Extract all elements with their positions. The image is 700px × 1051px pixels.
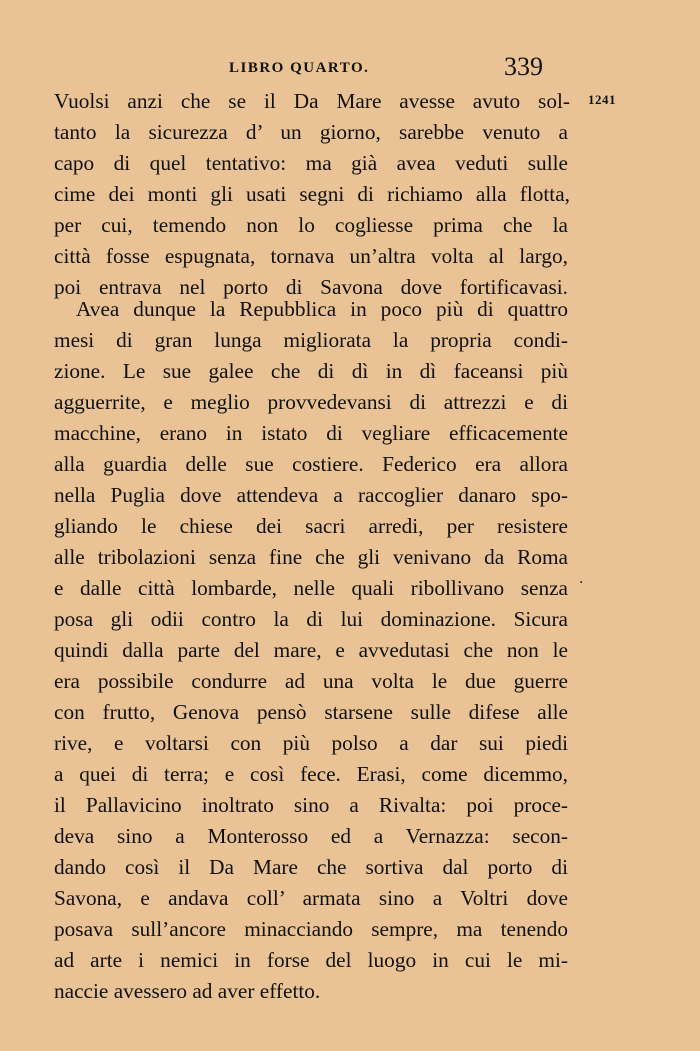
text-line: alla guardia delle sue costiere. Federico era allora — [54, 452, 568, 476]
text-line: deva sino a Monterosso ed a Vernazza: secon- — [54, 824, 568, 848]
text-line: poi entrava nel porto di Savona dove fortificavasi. — [54, 275, 568, 299]
text-line: posa gli odii contro la di lui dominazione. Sicura — [54, 607, 568, 631]
text-line: gliando le chiese dei sacri arredi, per resistere — [54, 514, 568, 538]
text-line: dando così il Da Mare che sortiva dal porto di — [54, 855, 568, 879]
text-line: cime dei monti gli usati segni di richiamo alla flotta, — [54, 182, 570, 206]
text-line: quindi dalla parte del mare, e avvedutasi che non le — [54, 638, 568, 662]
text-line: capo di quel tentativo: ma già avea veduti sulle — [54, 151, 568, 175]
text-line: macchine, erano in istato di vegliare efficacemente — [54, 421, 568, 445]
text-line: Avea dunque la Repubblica in poco più di quattro — [76, 297, 568, 321]
text-line: nella Puglia dove attendeva a raccoglier danaro spo- — [54, 483, 568, 507]
text-line: Vuolsi anzi che se il Da Mare avesse avuto sol- — [54, 89, 570, 113]
text-line: con frutto, Genova pensò starsene sulle difese alle — [54, 700, 568, 724]
running-title: LIBRO QUARTO. — [229, 60, 370, 76]
text-line: per cui, temendo non lo cogliesse prima che la — [54, 213, 568, 237]
text-line: agguerrite, e meglio provvedevansi di attrezzi e di — [54, 390, 568, 414]
running-head — [0, 52, 700, 86]
margin-mark: . — [579, 571, 584, 587]
text-line: alle tribolazioni senza fine che gli venivano da Roma — [54, 545, 568, 569]
text-line: posava sull’ancore minacciando sempre, ma tenendo — [54, 917, 568, 941]
text-line: naccie avessero ad aver effetto. — [54, 979, 321, 1003]
text-line: a quei di terra; e così fece. Erasi, come dicemmo, — [54, 762, 568, 786]
text-line: ad arte i nemici in forse del luogo in cui le mi- — [54, 948, 568, 972]
page-number: 339 — [504, 52, 543, 81]
text-line: rive, e voltarsi con più polso a dar sui piedi — [54, 731, 568, 755]
text-line: era possibile condurre ad una volta le due guerre — [54, 669, 568, 693]
text-line: Savona, e andava coll’ armata sino a Voltri dove — [54, 886, 568, 910]
text-line: e dalle città lombarde, nelle quali ribollivano senza — [54, 576, 568, 600]
text-line: tanto la sicurezza d’ un giorno, sarebbe venuto a — [54, 120, 568, 144]
text-line: mesi di gran lunga migliorata la propria condi- — [54, 328, 568, 352]
margin-year-note: 1241 — [588, 92, 616, 107]
text-line: città fosse espugnata, tornava un’altra volta al largo, — [54, 244, 568, 268]
text-line: il Pallavicino inoltrato sino a Rivalta: poi proce- — [54, 793, 568, 817]
text-line: zione. Le sue galee che di dì in dì faceansi più — [54, 359, 568, 383]
